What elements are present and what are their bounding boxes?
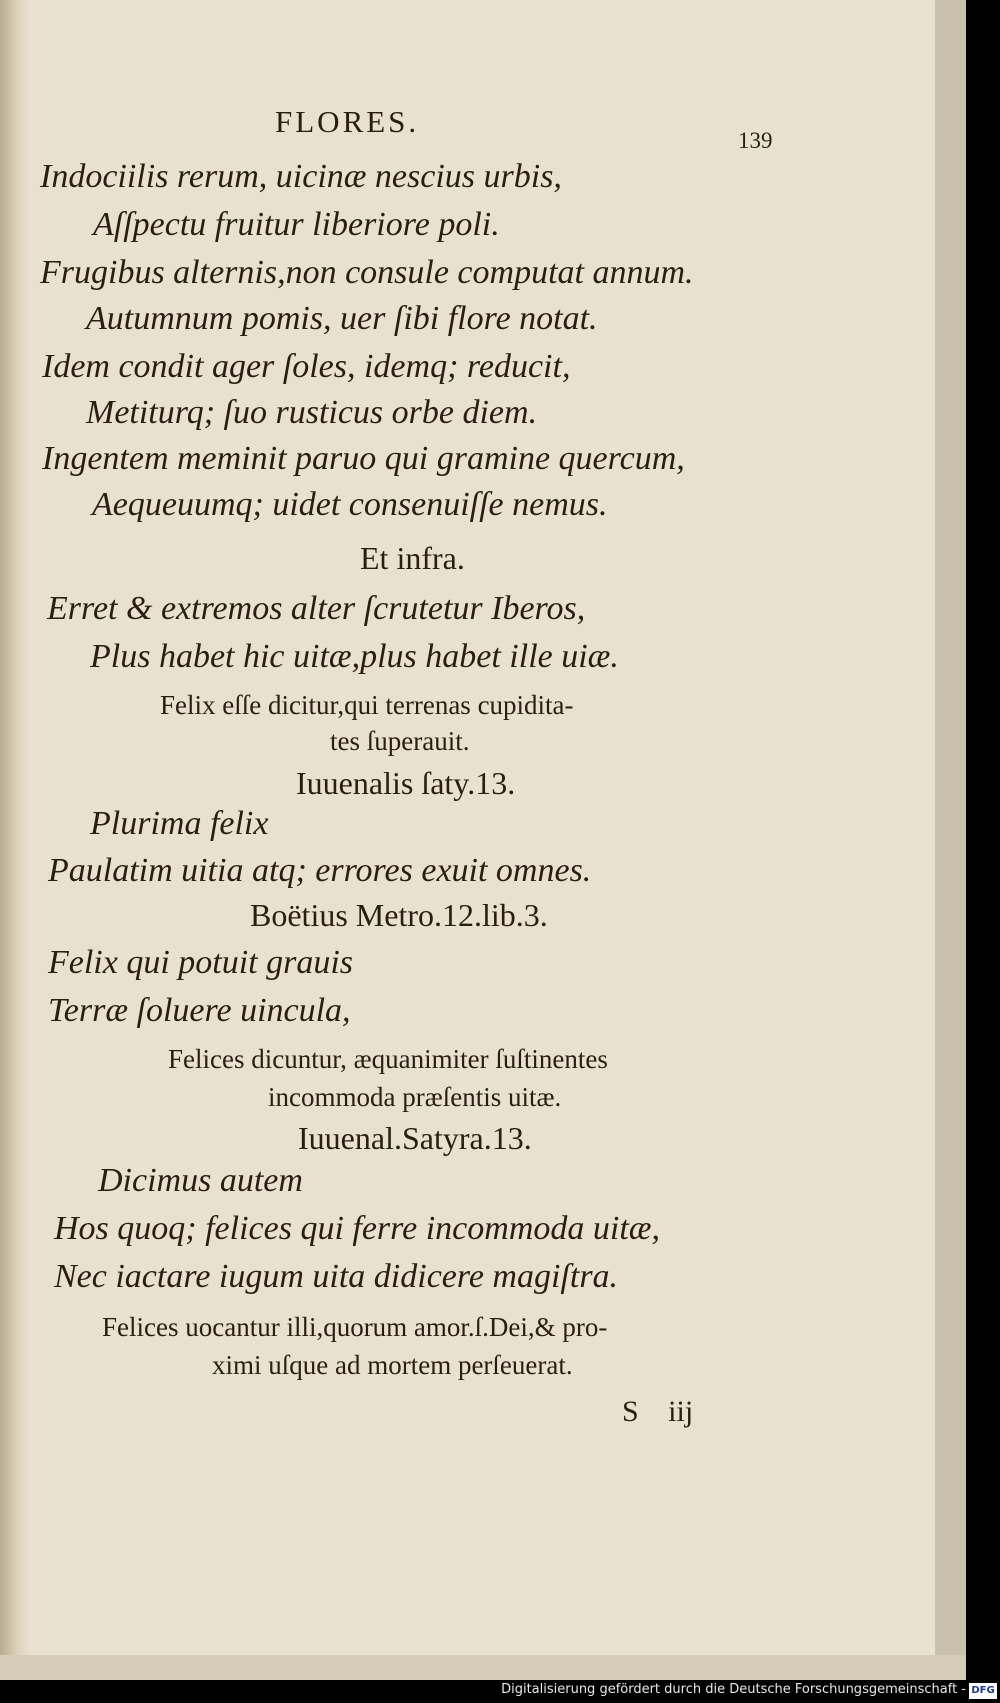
text-line: Indociilis rerum, uicinæ nescius urbis, (40, 158, 562, 195)
text-line: tes ſuperauit. (330, 726, 470, 756)
text-line: Plurima felix (90, 805, 269, 842)
text-line: Plus habet hic uitæ,plus habet ille uiæ. (90, 638, 619, 675)
text-line: Aſſpectu fruitur liberiore poli. (93, 206, 500, 243)
text-line: Frugibus alternis,non consule computat annum. (40, 254, 694, 291)
text-line: Autumnum pomis, uer ſibi flore notat. (86, 300, 598, 337)
funding-notice: Digitalisierung gefördert durch die Deutsche Forschungsgemeinschaft - (501, 1682, 966, 1697)
page-number: 139 (738, 128, 773, 153)
page-gutter (0, 0, 30, 1680)
text-line: Dicimus autem (98, 1162, 303, 1199)
text-line: Idem condit ager ſoles, idemq; reducit, (42, 348, 571, 385)
text-line: Metiturq; ſuo rusticus orbe diem. (86, 394, 538, 431)
text-line: Aequeuumq; uidet consenuiſſe nemus. (92, 486, 608, 523)
section-heading: Iuuenal.Satyra.13. (298, 1120, 532, 1156)
signature-mark: S iij (622, 1395, 694, 1428)
text-line: Ingentem meminit paruo qui gramine quercum, (42, 440, 685, 477)
text-line: Felix eſſe dicitur,qui terrenas cupidita- (160, 690, 574, 720)
text-line: Felices dicuntur, æquanimiter ſuſtinentes (168, 1044, 608, 1074)
text-line: Felix qui potuit grauis (48, 944, 354, 981)
text-line: incommoda præſentis uitæ. (268, 1082, 562, 1112)
text-line: Felices uocantur illi,quorum amor.ſ.Dei,& pro- (102, 1312, 608, 1342)
text-line: Terræ ſoluere uincula, (48, 992, 351, 1029)
page-right-edge (935, 0, 966, 1680)
text-line: ximi uſque ad mortem perſeuerat. (212, 1350, 573, 1380)
footer-bar (0, 1680, 1000, 1703)
page-bottom-edge (0, 1655, 966, 1680)
text-line: Erret & extremos alter ſcrutetur Iberos, (47, 590, 586, 627)
section-heading: Iuuenalis ſaty.13. (296, 765, 516, 801)
text-line: Hos quoq; felices qui ferre incommoda uitæ, (54, 1210, 660, 1247)
text-line: Nec iactare iugum uita didicere magiſtra. (54, 1258, 619, 1295)
running-head: FLORES. (275, 104, 420, 139)
section-heading: Boëtius Metro.12.lib.3. (250, 897, 548, 933)
text-line: Paulatim uitia atq; errores exuit omnes. (48, 852, 592, 889)
dfg-logo: DFG (969, 1683, 997, 1699)
section-heading: Et infra. (360, 540, 465, 576)
